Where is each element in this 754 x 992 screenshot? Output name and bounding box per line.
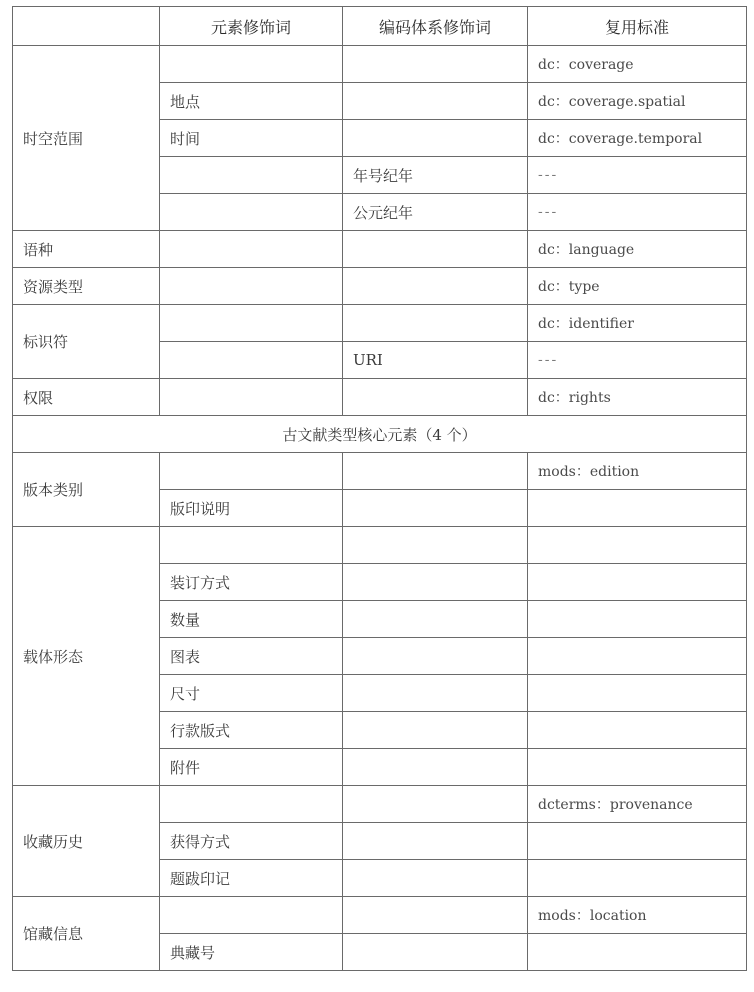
encoding-scheme-cell (343, 749, 528, 786)
encoding-scheme-cell (343, 379, 528, 416)
element-name-cell: 载体形态 (13, 527, 160, 786)
element-qualifier-cell (160, 157, 343, 194)
encoding-scheme-cell: 公元纪年 (343, 194, 528, 231)
encoding-scheme-cell (343, 83, 528, 120)
encoding-scheme-cell (343, 453, 528, 490)
encoding-scheme-cell (343, 231, 528, 268)
element-qualifier-cell: 时间 (160, 120, 343, 157)
encoding-scheme-cell (343, 860, 528, 897)
element-qualifier-cell (160, 342, 343, 379)
element-qualifier-cell: 行款版式 (160, 712, 343, 749)
table-row (13, 786, 747, 823)
reuse-standard-cell (528, 601, 747, 638)
encoding-scheme-cell (343, 897, 528, 934)
encoding-scheme-cell: 年号纪年 (343, 157, 528, 194)
encoding-scheme-cell (343, 712, 528, 749)
table-row (13, 897, 747, 934)
element-name-cell: 权限 (13, 379, 160, 416)
element-qualifier-cell: 尺寸 (160, 675, 343, 712)
element-qualifier-cell (160, 231, 343, 268)
encoding-scheme-cell: URI (343, 342, 528, 379)
reuse-standard-cell (528, 564, 747, 601)
section-header-row (13, 416, 747, 453)
table-row (13, 231, 747, 268)
element-name-cell: 收藏历史 (13, 786, 160, 897)
reuse-standard-cell (528, 934, 747, 971)
table-row (13, 453, 747, 490)
encoding-scheme-cell (343, 527, 528, 564)
encoding-scheme-cell (343, 564, 528, 601)
table-row (13, 268, 747, 305)
element-qualifier-cell: 数量 (160, 601, 343, 638)
element-name-cell: 版本类别 (13, 453, 160, 527)
reuse-standard-cell (528, 823, 747, 860)
reuse-standard-cell: dc：coverage.spatial (528, 83, 747, 120)
element-name-cell: 语种 (13, 231, 160, 268)
reuse-standard-cell (528, 860, 747, 897)
reuse-standard-cell (528, 749, 747, 786)
reuse-standard-cell (528, 490, 747, 527)
encoding-scheme-cell (343, 490, 528, 527)
reuse-standard-cell (528, 712, 747, 749)
table-row (13, 46, 747, 83)
encoding-scheme-cell (343, 934, 528, 971)
encoding-scheme-cell (343, 638, 528, 675)
reuse-standard-cell: --- (528, 194, 747, 231)
element-name-cell: 馆藏信息 (13, 897, 160, 971)
encoding-scheme-cell (343, 601, 528, 638)
reuse-standard-cell: dc：type (528, 268, 747, 305)
reuse-standard-cell: dc：identifier (528, 305, 747, 342)
element-qualifier-cell: 典藏号 (160, 934, 343, 971)
element-table (12, 6, 747, 971)
metadata-element-table (12, 6, 746, 971)
reuse-standard-cell (528, 527, 747, 564)
encoding-scheme-cell (343, 675, 528, 712)
table-header-row (13, 7, 747, 46)
encoding-scheme-cell (343, 305, 528, 342)
element-name-cell: 标识符 (13, 305, 160, 379)
encoding-scheme-cell (343, 786, 528, 823)
reuse-standard-cell: dcterms：provenance (528, 786, 747, 823)
element-qualifier-cell (160, 194, 343, 231)
element-qualifier-cell (160, 268, 343, 305)
reuse-standard-cell: mods：edition (528, 453, 747, 490)
reuse-standard-cell: dc：coverage (528, 46, 747, 83)
element-qualifier-cell (160, 46, 343, 83)
reuse-standard-cell (528, 675, 747, 712)
reuse-standard-cell: dc：language (528, 231, 747, 268)
encoding-scheme-cell (343, 268, 528, 305)
element-qualifier-cell: 附件 (160, 749, 343, 786)
element-qualifier-cell (160, 379, 343, 416)
header-encoding-scheme: 编码体系修饰词 (343, 7, 528, 46)
encoding-scheme-cell (343, 120, 528, 157)
element-qualifier-cell: 图表 (160, 638, 343, 675)
table-row (13, 305, 747, 342)
element-qualifier-cell: 地点 (160, 83, 343, 120)
element-qualifier-cell (160, 453, 343, 490)
table-row (13, 379, 747, 416)
section-title: 古文献类型核心元素（4 个） (13, 416, 747, 453)
element-name-cell: 时空范围 (13, 46, 160, 231)
header-element-qualifier: 元素修饰词 (160, 7, 343, 46)
element-qualifier-cell (160, 527, 343, 564)
header-element-name (13, 7, 160, 46)
reuse-standard-cell: dc：rights (528, 379, 747, 416)
reuse-standard-cell: mods：location (528, 897, 747, 934)
header-reuse-standard: 复用标准 (528, 7, 747, 46)
encoding-scheme-cell (343, 823, 528, 860)
reuse-standard-cell: dc：coverage.temporal (528, 120, 747, 157)
element-qualifier-cell (160, 897, 343, 934)
reuse-standard-cell: --- (528, 157, 747, 194)
table-row (13, 527, 747, 564)
encoding-scheme-cell (343, 46, 528, 83)
element-qualifier-cell (160, 786, 343, 823)
element-qualifier-cell: 获得方式 (160, 823, 343, 860)
element-qualifier-cell: 版印说明 (160, 490, 343, 527)
reuse-standard-cell: --- (528, 342, 747, 379)
element-qualifier-cell: 装订方式 (160, 564, 343, 601)
element-qualifier-cell (160, 305, 343, 342)
element-qualifier-cell: 题跋印记 (160, 860, 343, 897)
element-name-cell: 资源类型 (13, 268, 160, 305)
reuse-standard-cell (528, 638, 747, 675)
